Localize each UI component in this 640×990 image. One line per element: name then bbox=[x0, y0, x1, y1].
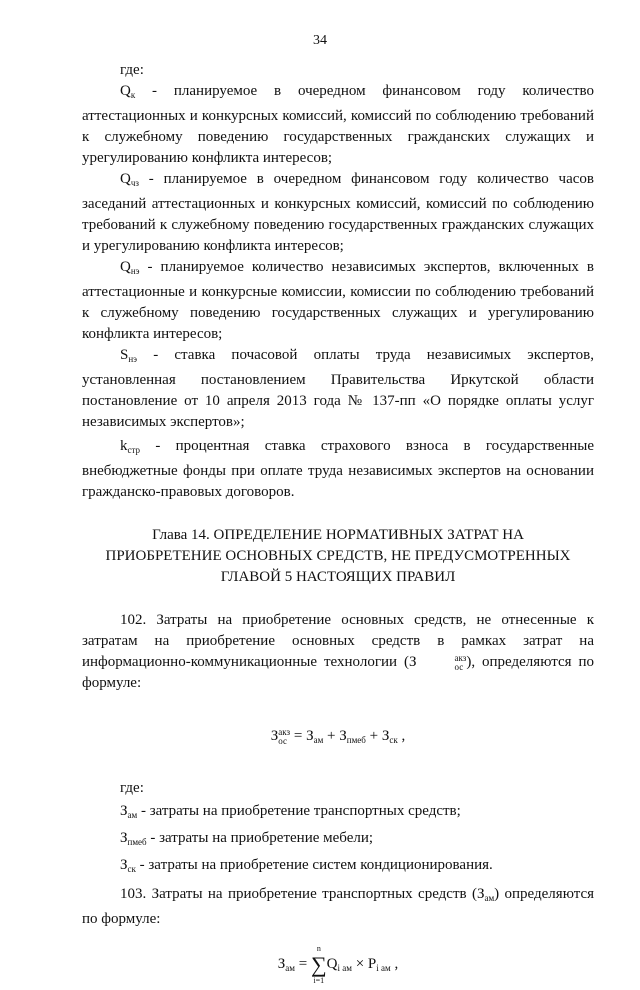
definition-sne-text: - ставка почасовой оплаты труда независимых экспертов, установленная постановлением Правительства Иркутской области постановление от 10 апреля 2013 года № 137-пп «О порядке оплаты услуг независимых экспертов»; bbox=[82, 347, 594, 430]
formula-1-eq: = bbox=[290, 728, 307, 744]
formula-1-term-3-sub: ск bbox=[389, 735, 398, 745]
summation bbox=[311, 944, 327, 986]
formula-1-term-2-sub: пмеб bbox=[346, 735, 366, 745]
definition-zam bbox=[82, 801, 594, 826]
formula-1-term-1-sub: ам bbox=[313, 735, 324, 745]
formula-2-lhs: З bbox=[277, 956, 286, 972]
symbol-zsk: З bbox=[120, 857, 128, 873]
formula-1-term-3: З bbox=[381, 728, 390, 744]
formula-2-times: × bbox=[351, 956, 368, 972]
definition-qchz-text: - планируемое в очередном финансовом году количество часов заседаний аттестационных и конкурсных комиссий, комиссий по соблюдению требований к служебному поведению государственных гражданских служащих и урегулированию конфликта интересов; bbox=[82, 171, 594, 254]
formula-1-plus-2: + bbox=[365, 728, 382, 744]
chapter-heading-line-2: ПРИОБРЕТЕНИЕ ОСНОВНЫХ СРЕДСТВ, НЕ ПРЕДУСМОТРЕННЫХ bbox=[105, 548, 571, 564]
subscript-qne: нэ bbox=[130, 266, 140, 276]
document-body bbox=[82, 60, 594, 986]
definition-qk bbox=[82, 81, 594, 169]
formula-2-end: , bbox=[390, 956, 399, 972]
subscript-zpmeb: пмеб bbox=[127, 837, 147, 847]
chapter-heading-line-1: Глава 14. ОПРЕДЕЛЕНИЕ НОРМАТИВНЫХ ЗАТРАТ НА bbox=[152, 527, 524, 543]
chapter-heading-line-3: ГЛАВОЙ 5 НАСТОЯЩИХ ПРАВИЛ bbox=[220, 569, 456, 585]
paragraph-102-indices bbox=[417, 654, 467, 672]
paragraph-103 bbox=[82, 884, 594, 930]
formula-1-lhs-indices bbox=[278, 728, 290, 746]
where-label-2: где: bbox=[120, 780, 144, 796]
definition-zpmeb-text: - затраты на приобретение мебели; bbox=[146, 830, 374, 846]
symbol-kstr: k bbox=[120, 438, 128, 454]
paragraph-102 bbox=[82, 610, 594, 694]
paragraph-103-text-b: ) определяются по формуле: bbox=[82, 886, 594, 927]
symbol-qne: Q bbox=[120, 259, 131, 275]
definition-qne bbox=[82, 257, 594, 345]
subscript-sne: нэ bbox=[128, 354, 138, 364]
formula-1-term-1: З bbox=[306, 728, 314, 744]
paragraph-103-sub: ам bbox=[484, 893, 495, 903]
definition-kstr bbox=[82, 436, 594, 503]
formula-2-p-sub: i ам bbox=[376, 963, 391, 973]
formula-1-term-2: З bbox=[339, 728, 347, 744]
formula-2-p: P bbox=[367, 956, 377, 972]
symbol-qk: Q bbox=[120, 83, 131, 99]
definition-qchz bbox=[82, 169, 594, 257]
paragraph-102-sub: ос bbox=[454, 661, 464, 672]
symbol-sne: S bbox=[120, 347, 129, 363]
definition-zsk-text: - затраты на приобретение систем кондиционирования. bbox=[135, 857, 493, 873]
formula-2 bbox=[82, 942, 594, 986]
definition-zpmeb bbox=[82, 828, 594, 853]
formula-2-q-sub: i ам bbox=[337, 963, 352, 973]
summation-upper-limit: n bbox=[316, 943, 321, 953]
definition-zam-text: - затраты на приобретение транспортных средств; bbox=[137, 803, 461, 819]
formula-1-end: , bbox=[397, 728, 406, 744]
subscript-kstr: стр bbox=[127, 445, 141, 455]
definition-qne-text: - планируемое количество независимых экспертов, включенных в аттестационные и конкурсные комиссии, комиссии по соблюдению требований к служебному поведению государственных служащих и урегулированию конфликта интересов; bbox=[82, 259, 594, 342]
paragraph-103-text-a: 103. Затраты на приобретение транспортных средств ( bbox=[120, 886, 477, 902]
formula-2-q: Q bbox=[326, 956, 338, 972]
chapter-heading bbox=[82, 525, 594, 588]
formula-1-lhs-sup: акз bbox=[278, 726, 291, 737]
subscript-zsk: ск bbox=[127, 864, 136, 874]
symbol-qchz: Q bbox=[120, 171, 131, 187]
paragraph-103-symbol: З bbox=[476, 886, 485, 902]
paragraph-102-symbol: З bbox=[409, 654, 417, 670]
page-number: 34 bbox=[313, 33, 327, 48]
paragraph-102-text-b: ), определяются по формуле: bbox=[82, 654, 594, 691]
definition-qk-text: - планируемое в очередном финансовом году количество аттестационных и конкурсных комиссий, комиссий по соблюдению требований к служебному поведению государственных гражданских служащих и урегулированию конфликта интересов; bbox=[82, 83, 594, 166]
formula-2-lhs-sub: ам bbox=[285, 963, 295, 973]
subscript-qk: к bbox=[130, 90, 136, 100]
formula-1-plus-1: + bbox=[323, 728, 340, 744]
summation-sign: ∑ bbox=[310, 951, 327, 977]
subscript-zam: ам bbox=[127, 810, 138, 820]
where-label: где: bbox=[120, 62, 144, 78]
paragraph-102-sup: акз bbox=[454, 652, 467, 663]
summation-lower-limit: i=1 bbox=[313, 975, 325, 985]
definition-kstr-text: - процентная ставка страхового взноса в государственные внебюджетные фонды при оплате труда независимых экспертов на основании гражданско-правовых договоров. bbox=[82, 438, 594, 500]
definition-sne bbox=[82, 345, 594, 433]
formula-1-lhs: З bbox=[270, 728, 279, 744]
formula-2-eq: = bbox=[295, 956, 311, 972]
symbol-zpmeb: З bbox=[120, 830, 128, 846]
formula-1-lhs-sub: ос bbox=[278, 735, 287, 746]
subscript-qchz: чз bbox=[130, 178, 139, 188]
formula-1 bbox=[82, 716, 594, 756]
paragraph-102-text-a: 102. Затраты на приобретение основных средств, не отнесенные к затратам на приобретение основных средств в рамках затрат на информационно-коммуникационные технологии ( bbox=[82, 612, 594, 670]
symbol-zam: З bbox=[120, 803, 128, 819]
definition-zsk bbox=[82, 855, 594, 880]
